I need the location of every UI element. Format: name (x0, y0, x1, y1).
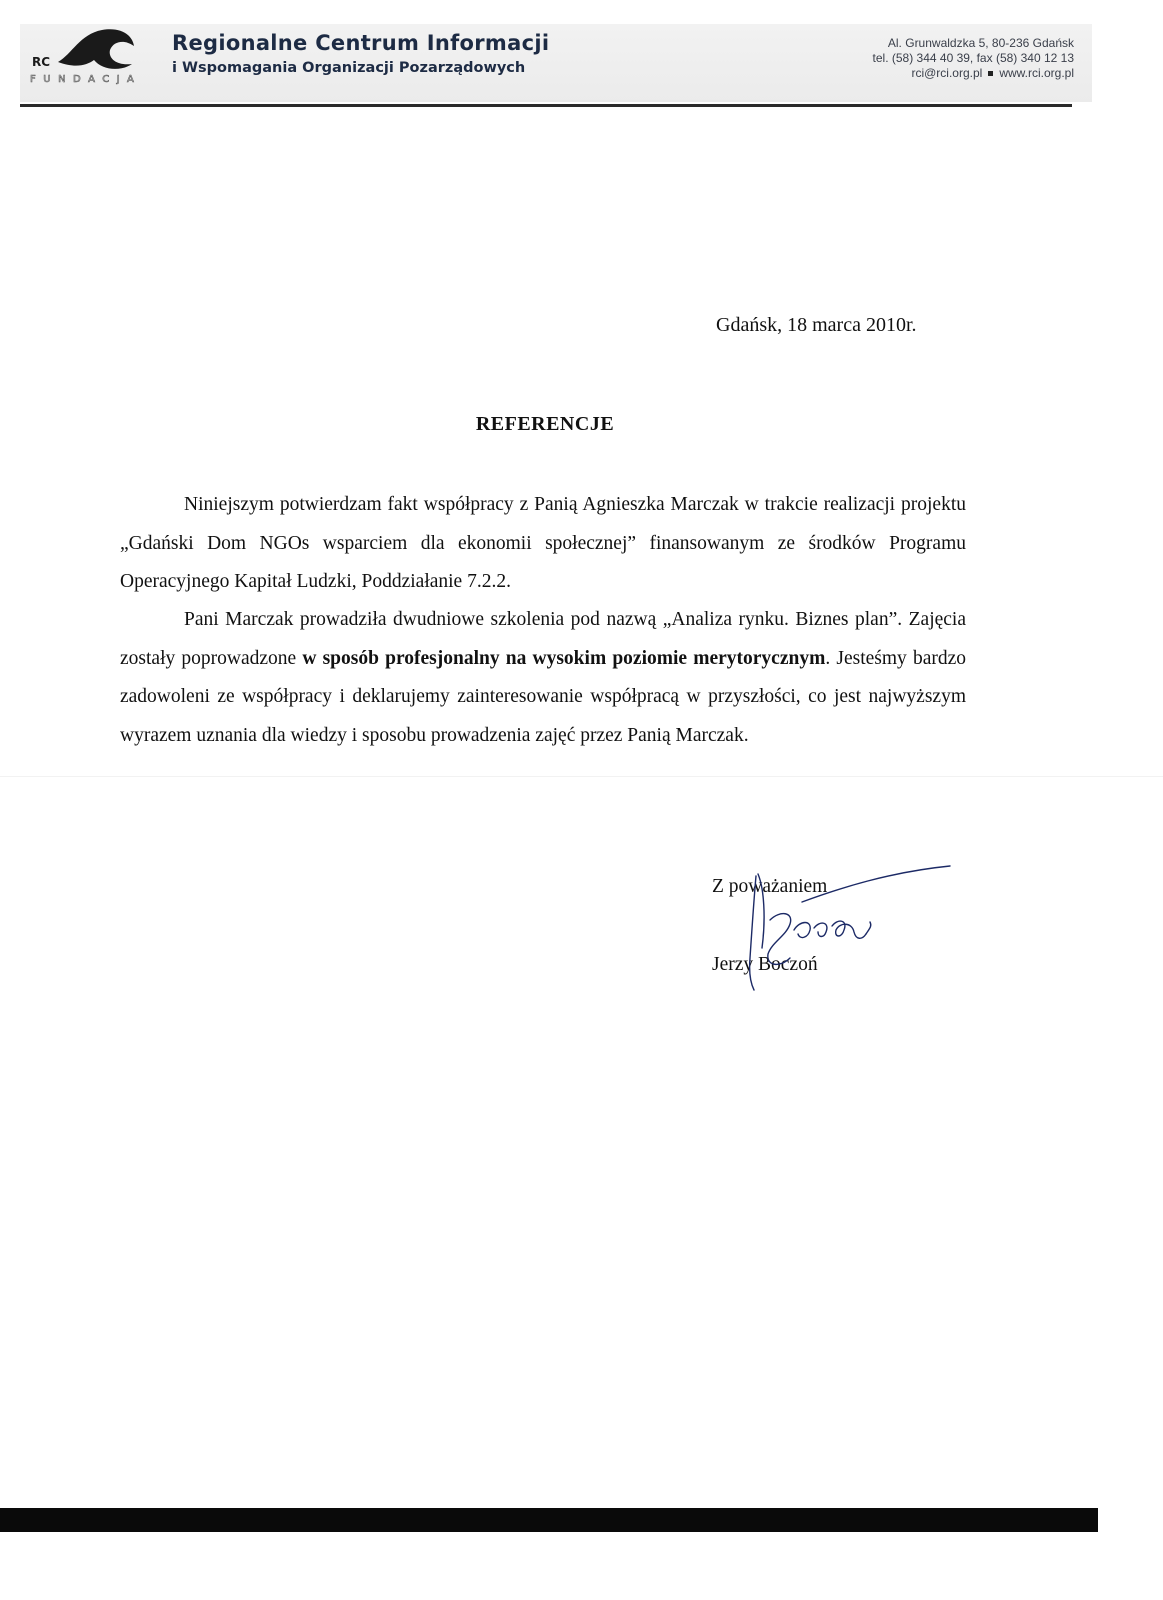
paragraph-2 (120, 601, 966, 755)
paragraph-2-text-a: Pani Marczak prowadziła dwudniowe szkolenia pod nazwą „Analiza rynku. Biznes plan”. Zajęcia zostały poprowadzone (120, 609, 966, 669)
paragraph-2-text-b: . Jesteśmy bardzo zadowoleni ze współpracy i deklarujemy zainteresowanie współpracą w przyszłości, co jest najwyższym wyrazem uznania dla wiedzy i sposobu prowadzenia zajęć przez Panią Marczak. (120, 647, 966, 746)
letter-date: Gdańsk, 18 marca 2010r. (716, 314, 917, 336)
footer-bar (0, 1508, 1098, 1532)
website: www.rci.org.pl (999, 66, 1074, 80)
letterhead (20, 24, 1092, 102)
address: Al. Grunwaldzka 5, 80-236 Gdańsk (887, 36, 1074, 50)
rci-logo (28, 24, 160, 88)
logo-letters: RC (32, 55, 51, 69)
email-website (873, 66, 1074, 81)
signer-name: Jerzy Boczoń (712, 954, 818, 975)
org-name-line1: Regionalne Centrum Informacji (172, 31, 550, 55)
org-name-line2: i Wspomagania Organizacji Pozarządowych (172, 60, 526, 76)
document-title: REFERENCJE (475, 413, 615, 435)
closing-phrase: Z poważaniem (712, 876, 828, 897)
paragraph-2-bold: w sposób profesjonalny na wysokim poziomie merytorycznym (302, 647, 826, 669)
email: rci@rci.org.pl (911, 66, 983, 80)
scan-artifact-line (0, 776, 1163, 777)
handwritten-signature (720, 858, 960, 998)
header-divider (20, 104, 1072, 107)
wave-logo-icon (28, 24, 160, 88)
organization-name (172, 30, 549, 78)
square-bullet-icon (988, 71, 993, 76)
phone-fax: tel. (58) 344 40 39, fax (58) 340 12 13 (872, 51, 1074, 65)
paragraph-1: Niniejszym potwierdzam fakt współpracy z Panią Agnieszka Marczak w trakcie realizacji projektu „Gdański Dom NGOs wsparciem dla ekonomii społecznej” finansowanym ze środków Programu Operacyjnego Kapitał Ludzki, Poddziałanie 7.2.2. (120, 494, 966, 592)
contact-info (873, 36, 1074, 81)
logo-subtext: FUNDACJA (30, 74, 142, 85)
